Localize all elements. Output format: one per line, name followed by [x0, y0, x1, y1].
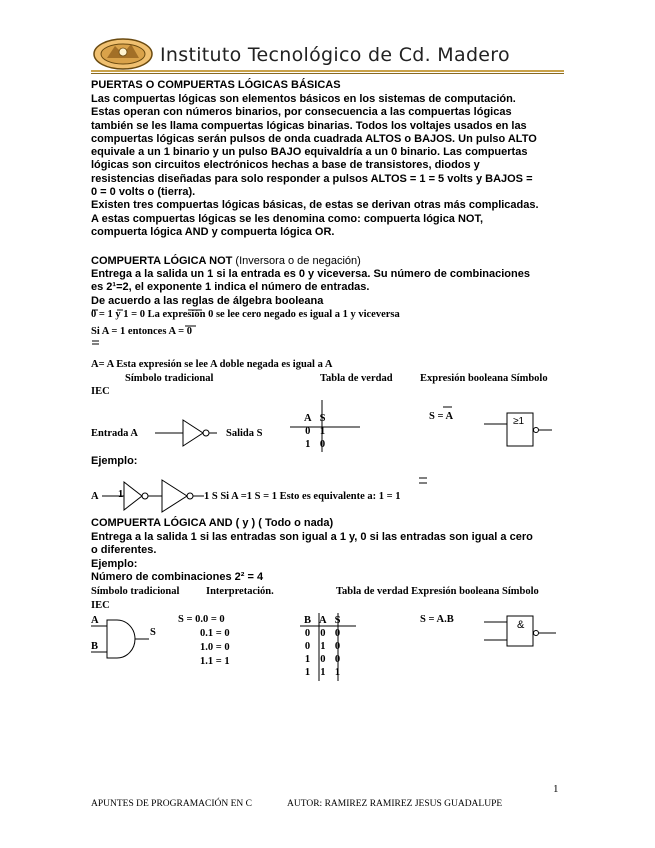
table-cell: 0	[305, 426, 311, 437]
not-si-line: Si A = 1 entonces A = 0	[91, 326, 192, 337]
intro-line: equivale a un 1 binario y un pulso BAJO equivaldría a un 0 binario. Las compuertas	[91, 146, 528, 159]
and-expression: S = A.B	[420, 614, 454, 625]
not-iec-label: ≥1	[513, 416, 525, 427]
table-cell: 0	[304, 641, 311, 652]
table-header: S	[319, 413, 326, 424]
table-cell: 1	[320, 667, 326, 678]
intro-line: Existen tres compuertas lógicas básicas, de estas se derivan otras más complicadas.	[91, 199, 539, 212]
and-gate-s: S	[150, 627, 156, 638]
and-line: Entrega a la salida 1 si las entradas son igual a 1 y, 0 si las entradas son igual a cero	[91, 531, 533, 543]
not-line: es 2¹=2, el exponente 1 indica el número de entradas.	[91, 281, 370, 294]
not-rule-line: 0 = 1 y 1 = 0 La expresión 0 se lee cero negado es igual a 1 y viceversa	[91, 309, 400, 320]
intro-title: PUERTAS O COMPUERTAS LÓGICAS BÁSICAS	[91, 79, 341, 91]
table-cell: 1	[334, 667, 341, 678]
table-header: S	[334, 615, 341, 626]
not-truth-table	[300, 412, 329, 451]
intro-line: 0 = 0 volts o (tierra).	[91, 186, 196, 199]
intro-line: compuerta lógica AND y compuerta lógica OR.	[91, 225, 335, 238]
table-cell: 1	[304, 654, 311, 665]
and-interp-0: S = 0.0 = 0	[178, 614, 225, 625]
and-gate-symbol	[91, 618, 151, 660]
and-truth-table	[300, 614, 344, 679]
and-gate-b: B	[91, 641, 99, 652]
and-col-rest: Tabla de verdad Expresión booleana Símbolo	[336, 586, 539, 597]
table-cell: 0	[334, 628, 341, 639]
and-title: COMPUERTA LÓGICA AND ( y ) ( Todo o nada)	[91, 517, 334, 529]
and-col-interp: Interpretación.	[206, 586, 274, 597]
and-line: o diferentes.	[91, 544, 157, 557]
table-cell: 0	[320, 628, 326, 639]
table-cell: 1	[304, 667, 311, 678]
not-example-label: Ejemplo:	[91, 455, 138, 467]
and-combinations: Número de combinaciones 2² = 4	[91, 570, 264, 583]
footer-left: APUNTES DE PROGRAMACIÓN EN C	[91, 799, 252, 809]
not-output-label: Salida S	[226, 428, 263, 439]
and-iec: IEC	[91, 600, 110, 611]
table-header: A	[319, 615, 327, 626]
intro-line: A estas compuertas lógicas se les denomina como: compuerta lógica NOT,	[91, 212, 484, 225]
not-example-a: A	[91, 491, 99, 502]
intro-line: Estas operan con números binarios, por consecuencia a las compuertas lógicas	[91, 106, 512, 119]
not-example-line: 1 S Si A =1 S = 1 Esto es equivalente a: 1 = 1	[204, 491, 401, 502]
table-header: A	[304, 413, 312, 424]
not-col-table: Tabla de verdad	[320, 373, 393, 384]
not-line: De acuerdo a las reglas de álgebra booleana	[91, 294, 324, 307]
table-cell: 1	[319, 426, 326, 437]
and-example-label: Ejemplo:	[91, 557, 138, 570]
intro-line: Las compuertas lógicas son elementos básicos en los sistemas de computación.	[91, 93, 516, 105]
not-gate-symbol	[155, 416, 230, 446]
not-subtitle: (Inversora o de negación)	[232, 255, 361, 267]
not-example-one: 1	[118, 489, 124, 500]
and-col-symbol: Símbolo tradicional	[91, 586, 180, 597]
and-paragraph	[91, 531, 564, 584]
intro-line: lógicas son circuitos electrónicos hechas a base de transistores, diodos y	[91, 159, 480, 172]
not-input-label: Entrada A	[91, 428, 138, 439]
table-header: B	[304, 615, 312, 626]
not-line: Entrega a la salida un 1 si la entrada es 0 y viceversa. Su número de combinaciones	[91, 268, 530, 280]
not-expression: S = A	[429, 411, 454, 422]
not-col-symbol: Símbolo tradicional	[125, 373, 214, 384]
not-col-expr: Expresión booleana Símbolo	[420, 373, 548, 384]
table-cell: 1	[320, 641, 326, 652]
table-cell: 1	[305, 439, 311, 450]
table-cell: 0	[334, 641, 341, 652]
double-not-gate	[102, 478, 212, 514]
not-iec: IEC	[91, 386, 110, 397]
table-cell: 0	[319, 439, 326, 450]
and-interp-1: 0.1 = 0	[200, 628, 230, 639]
and-interp-2: 1.0 = 0	[200, 642, 230, 653]
not-title: COMPUERTA LÓGICA NOT	[91, 255, 233, 267]
not-iec-symbol	[484, 408, 556, 448]
and-iec-label: &	[517, 619, 525, 631]
footer-author: AUTOR: RAMIREZ RAMIREZ JESUS GUADALUPE	[287, 799, 503, 809]
table-cell: 0	[334, 654, 341, 665]
table-cell: 0	[320, 654, 326, 665]
institution-title: Instituto Tecnológico de Cd. Madero	[160, 44, 510, 66]
not-double-neg: A= A Esta expresión se lee A doble negada es igual a A	[91, 359, 333, 370]
intro-line: también se les llama compuertas lógicas binarias. Todos los voltajes usados en las	[91, 119, 527, 132]
intro-line: resistencias diseñadas para solo responder a pulsos ALTOS = 1 = 5 volts y BAJOS =	[91, 172, 533, 185]
table-cell: 0	[304, 628, 311, 639]
page-number: 1	[553, 783, 559, 795]
and-gate-a: A	[91, 615, 99, 626]
intro-line: compuertas lógicas serán pulsos de onda cuadrada ALTOS o BAJOS. Un pulso ALTO	[91, 132, 537, 145]
and-interp-3: 1.1 = 1	[200, 656, 230, 667]
